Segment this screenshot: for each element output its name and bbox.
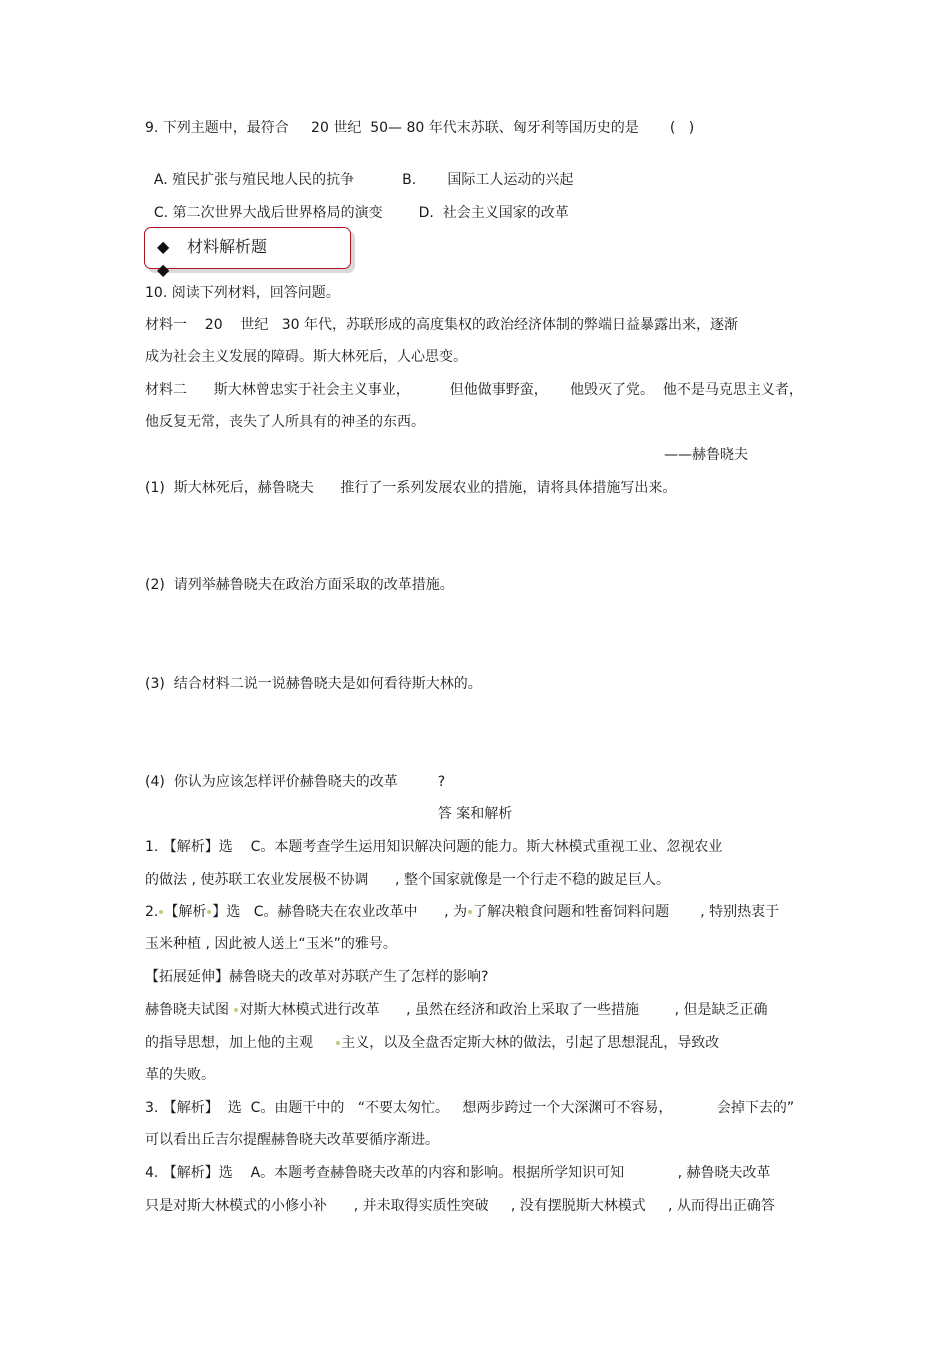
q9-stem: 9. 下列主题中，最符合 20 世纪 50— 80 年代末苏联、匈牙利等国历史的是 ( )	[145, 120, 695, 136]
diamond-icon: ◆	[157, 260, 170, 279]
diamond-icon: ◆	[157, 237, 170, 256]
extension-line1	[145, 1000, 768, 1020]
q10-sub3: (3) 结合材料二说一说赫鲁晓夫是如何看待斯大林的。	[145, 676, 482, 692]
answer3-line2: 可以看出丘吉尔提醒赫鲁晓夫改革要循序渐进。	[145, 1132, 439, 1148]
q10-sub2: (2) 请列举赫鲁晓夫在政治方面采取的改革措施。	[145, 577, 454, 593]
dot-mark	[159, 910, 163, 914]
extension-line1-b: 对斯大林模式进行改革 , 虽然在经济和政治上采取了一些措施 , 但是缺乏正确	[239, 1002, 768, 1018]
section-title: 材料解析题	[187, 237, 268, 256]
extension-line1-a: 赫鲁晓夫试图	[145, 1002, 229, 1018]
answer2-line2: 玉米种植 , 因此被人送上“玉米”的雅号。	[145, 936, 397, 952]
q10-material2-line1: 材料二 斯大林曾忠实于社会主义事业， 但他做事野蛮， 他毁灭了党。 他不是马克思主义者，	[145, 382, 803, 398]
dot-mark	[234, 1008, 238, 1012]
answer2-line1	[145, 902, 779, 922]
answer2-label: 【解析	[164, 904, 207, 920]
extension-title: 【拓展延伸】赫鲁晓夫的改革对苏联产生了怎样的影响?	[145, 969, 489, 985]
q9-option-c: C. 第二次世界大战后世界格局的演变	[153, 205, 383, 221]
answer2-number: 2.	[145, 904, 159, 920]
extension-line3: 革的失败。	[145, 1067, 215, 1083]
q9-option-d: D. 社会主义国家的改革	[418, 205, 569, 221]
answers-heading: 答 案和解析	[437, 806, 513, 822]
q10-sub1: (1) 斯大林死后，赫鲁晓夫 推行了一系列发展农业的措施，请将具体措施写出来。	[145, 480, 677, 496]
answer4-line1: 4. 【解析】选 A。本题考查赫鲁晓夫改革的内容和影响。根据所学知识可知 , 赫鲁晓夫改革	[145, 1165, 771, 1181]
dot-mark	[207, 910, 211, 914]
q10-material2-line2: 他反复无常，丧失了人所具有的神圣的东西。	[145, 414, 425, 430]
q9-option-b: B. 国际工人运动的兴起	[402, 172, 574, 188]
answer1-line1: 1. 【解析】选 C。本题考查学生运用知识解决问题的能力。斯大林模式重视工业、忽视农业	[145, 839, 723, 855]
answer3-line1: 3. 【解析】 选 C。由题干中的 “不要太匆忙。 想两步跨过一个大深渊可不容易， 会掉下去的”	[145, 1100, 795, 1116]
q9-options-cd	[145, 183, 569, 223]
dot-mark	[468, 910, 472, 914]
section-header-box	[144, 227, 351, 269]
extension-line2	[145, 1033, 719, 1053]
dot-mark	[336, 1041, 340, 1045]
answer4-line2: 只是对斯大林模式的小修小补 , 并未取得实质性突破 , 没有摆脱斯大林模式 , 从而得出正确答	[145, 1198, 775, 1214]
extension-line2-b: 主义，以及全盘否定斯大林的做法，引起了思想混乱，导致改	[341, 1035, 720, 1051]
extension-line2-a: 的指导思想，加上他的主观	[145, 1035, 336, 1051]
answer1-line2: 的做法 , 使苏联工农业发展极不协调 , 整个国家就像是一个行走不稳的跛足巨人。	[145, 872, 670, 888]
q9-option-a: A. 殖民扩张与殖民地人民的抗争	[153, 172, 355, 188]
q10-intro: 10. 阅读下列材料，回答问题。	[145, 285, 340, 301]
q10-sub4: (4) 你认为应该怎样评价赫鲁晓夫的改革 ?	[145, 774, 446, 790]
q10-material1-line2: 成为社会主义发展的障碍。斯大林死后，人心思变。	[145, 349, 467, 365]
answer2-text-b: 了解决粮食问题和牲畜饲料问题 , 特别热衷于	[473, 904, 780, 920]
q10-material1-line1: 材料一 20 世纪 30 年代，苏联形成的高度集权的政治经济体制的弊端日益暴露出来，逐渐	[145, 317, 739, 333]
q10-attribution: ——赫鲁晓夫	[664, 447, 748, 463]
answer2-text-a: 】选 C。赫鲁晓夫在农业改革中 , 为	[212, 904, 468, 920]
